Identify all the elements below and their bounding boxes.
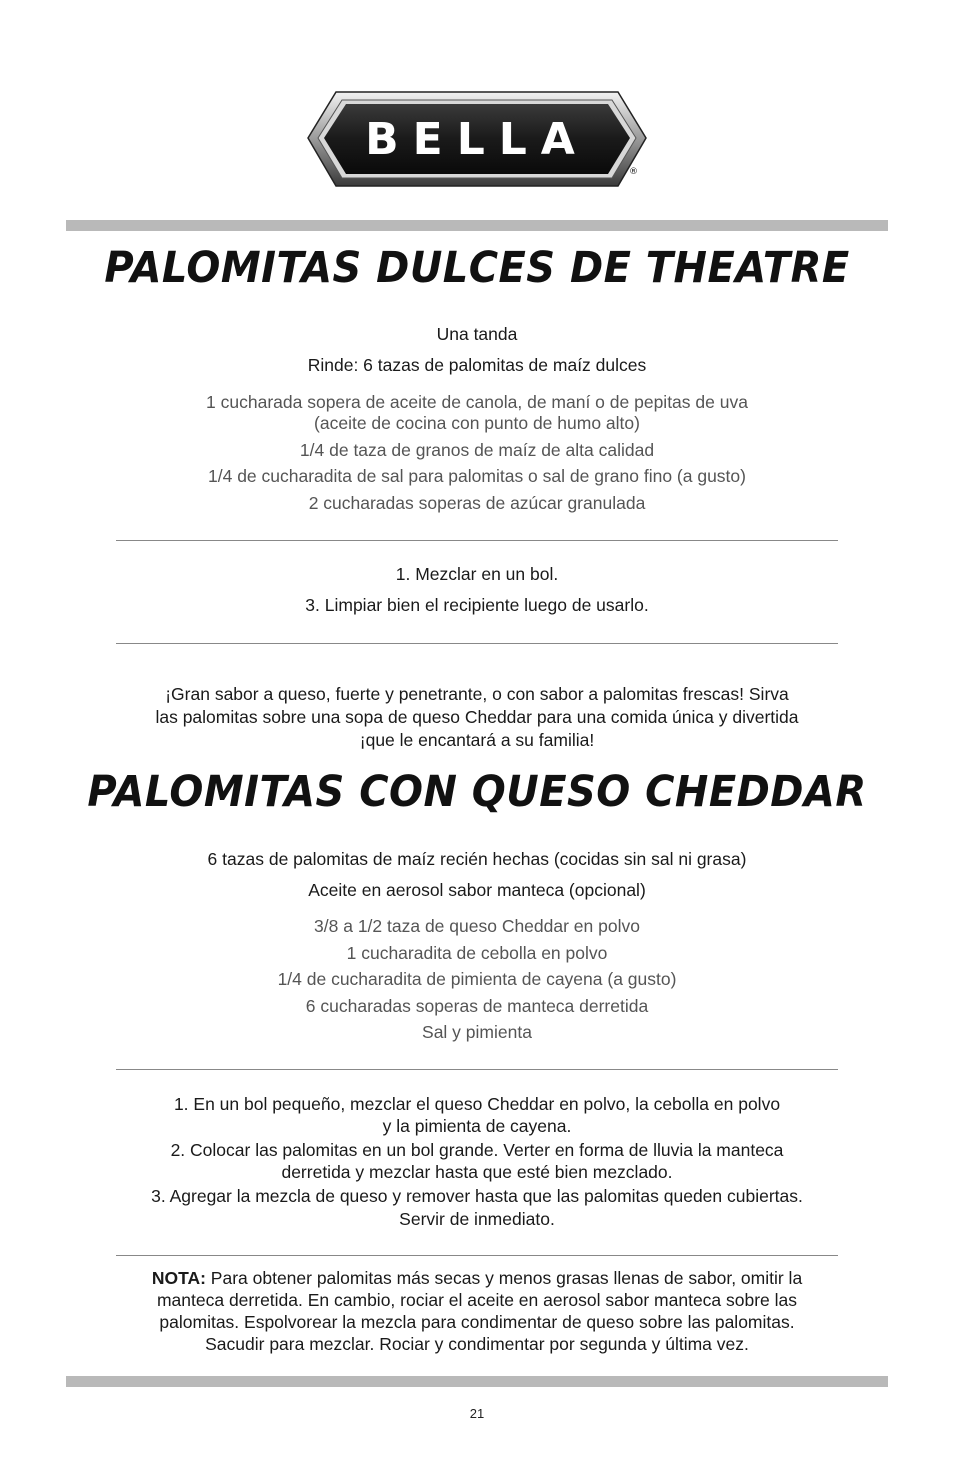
- top-rule-bar: [66, 220, 888, 231]
- page-number: 21: [469, 1406, 485, 1421]
- recipe2-step: y la pimienta de cayena.: [382, 1116, 572, 1136]
- registered-mark: ®: [629, 167, 638, 177]
- recipe2-base: Aceite en aerosol sabor manteca (opcional): [308, 880, 646, 900]
- recipe2-title: PALOMITAS CON QUESO CHEDDAR: [87, 767, 867, 817]
- recipe2-step: 3. Agregar la mezcla de queso y remover hasta que las palomitas queden cubiertas.: [151, 1186, 803, 1206]
- recipe2-step: 2. Colocar las palomitas en un bol grande. Verter en forma de lluvia la manteca: [170, 1140, 784, 1160]
- bella-logo-badge: [306, 88, 648, 190]
- recipe2-ingredient: 6 cucharadas soperas de manteca derretida: [305, 996, 649, 1016]
- divider: [116, 643, 838, 644]
- note-label: NOTA:: [151, 1268, 206, 1288]
- divider: [116, 1255, 838, 1256]
- intro-line: ¡Gran sabor a queso, fuerte y penetrante, o con sabor a palomitas frescas! Sirva: [165, 684, 789, 704]
- recipe2-ingredient: 1/4 de cucharadita de pimienta de cayena (a gusto): [277, 969, 677, 989]
- recipe2-ingredient: 3/8 a 1/2 taza de queso Cheddar en polvo: [314, 916, 640, 936]
- note-line: Sacudir para mezclar. Rociar y condimentar por segunda y última vez.: [205, 1334, 749, 1354]
- recipe2-ingredient: 1 cucharadita de cebolla en polvo: [346, 943, 608, 963]
- divider: [116, 540, 838, 541]
- recipe1-ingredient: (aceite de cocina con punto de humo alto): [314, 413, 640, 433]
- recipe2-ingredient: Sal y pimienta: [422, 1022, 532, 1042]
- bella-logo: [306, 88, 648, 190]
- note-line: palomitas. Espolvorear la mezcla para condimentar de queso sobre las palomitas.: [159, 1312, 795, 1332]
- intro-line: ¡que le encantará a su familia!: [359, 730, 595, 750]
- recipe1-ingredient: 1 cucharada sopera de aceite de canola, de maní o de pepitas de uva: [206, 392, 748, 412]
- recipe1-ingredient: 1/4 de cucharadita de sal para palomitas o sal de grano fino (a gusto): [208, 466, 746, 486]
- bottom-rule-bar: [66, 1376, 888, 1387]
- recipe1-ingredient: 1/4 de taza de granos de maíz de alta calidad: [299, 440, 655, 460]
- recipe1-batch: Una tanda: [436, 324, 518, 344]
- note-text: Para obtener palomitas más secas y menos grasas llenas de sabor, omitir la: [205, 1268, 803, 1288]
- recipe2-base: 6 tazas de palomitas de maíz recién hechas (cocidas sin sal ni grasa): [207, 849, 747, 869]
- recipe1-yield: Rinde: 6 tazas de palomitas de maíz dulces: [307, 355, 647, 375]
- recipe2-step: derretida y mezclar hasta que esté bien mezclado.: [281, 1162, 673, 1182]
- recipe1-title: PALOMITAS DULCES DE THEATRE: [104, 243, 850, 293]
- recipe1-ingredient: 2 cucharadas soperas de azúcar granulada: [308, 493, 646, 513]
- note-line: manteca derretida. En cambio, rociar el aceite en aerosol sabor manteca sobre las: [156, 1290, 798, 1310]
- intro-line: las palomitas sobre una sopa de queso Cheddar para una comida única y divertida: [155, 707, 799, 727]
- divider: [116, 1069, 838, 1070]
- recipe1-step: 3. Limpiar bien el recipiente luego de usarlo.: [305, 595, 649, 615]
- recipe1-step: 1. Mezclar en un bol.: [395, 564, 559, 584]
- recipe2-step: 1. En un bol pequeño, mezclar el queso Cheddar en polvo, la cebolla en polvo: [173, 1094, 781, 1114]
- note-line: [0, 1267, 954, 1289]
- logo-text: BELLA: [365, 114, 589, 165]
- recipe2-step: Servir de inmediato.: [399, 1209, 555, 1229]
